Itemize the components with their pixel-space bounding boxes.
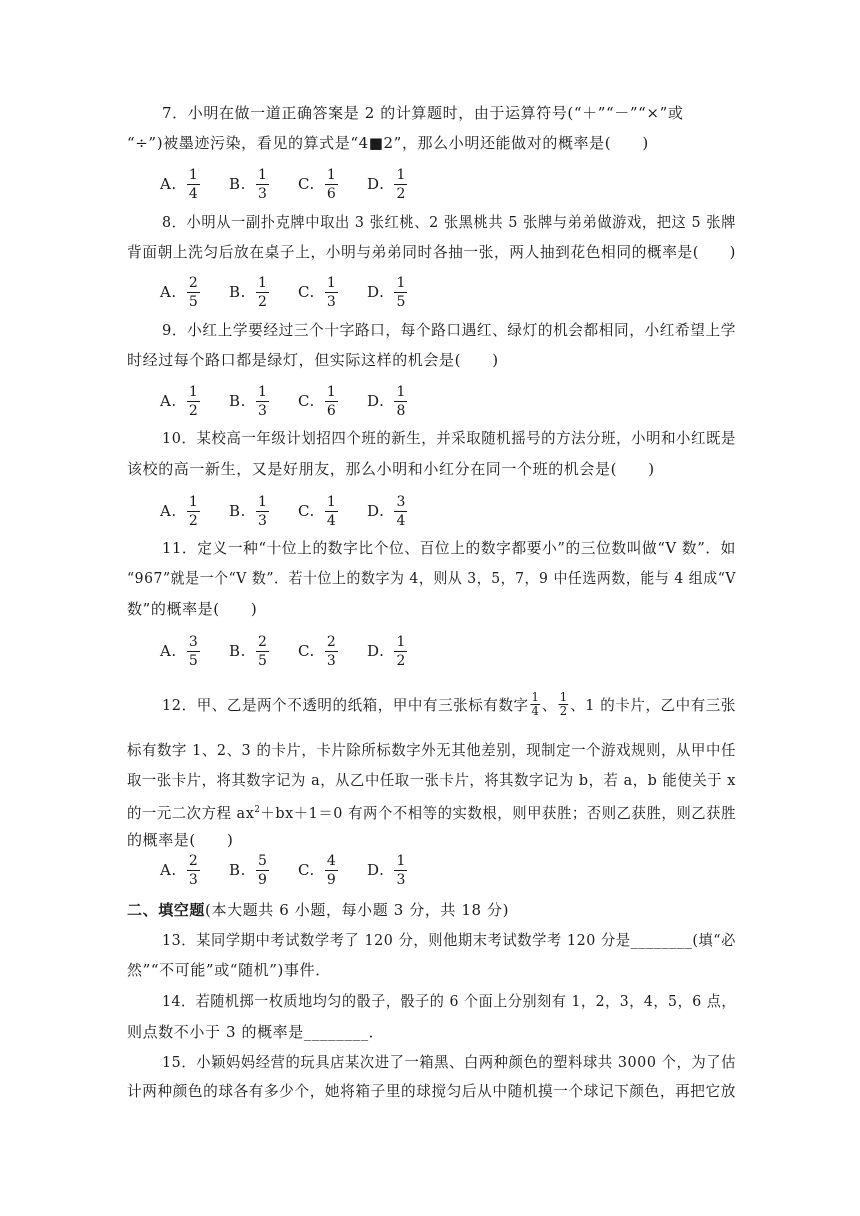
q12-line1-text-b: 、1 的卡片，乙中有三张 [570, 695, 736, 714]
q10-options [160, 491, 436, 531]
section-subtitle: (本大题共 6 小题，每小题 3 分，共 18 分) [205, 901, 510, 919]
q11-option-d: D. $\frac{1}{2}$ [367, 633, 406, 669]
q11-option-a: A. $\frac{3}{5}$ [160, 633, 198, 669]
q9-option-c: C. $\frac{1}{6}$ [298, 383, 336, 419]
q8-option-b: B. $\frac{1}{2}$ [229, 274, 267, 310]
q15-line1: 15．小颖妈妈经营的玩具店某次进了一箱黑、白两种颜色的塑料球共 3000 个，为了估 [162, 1053, 737, 1071]
q12-line1 [162, 691, 736, 718]
q10-line2: 该校的高一新生，又是好朋友，那么小明和小红分在同一个班的机会是( ) [127, 460, 655, 478]
q12-line4: 的一元二次方程 $ax^2+bx+1=0$ 有两个不相等的实数根，则甲获胜；否则乙获胜，则乙获胜 [127, 804, 736, 822]
q10-option-b: B. $\frac{1}{3}$ [229, 493, 267, 529]
q12-option-d: D. $\frac{1}{3}$ [367, 852, 406, 888]
q12-fraction-half: $\frac{1}{2}$ [559, 690, 568, 718]
q15-line2: 计两种颜色的球各有多少个，她将箱子里的球搅匀后从中随机摸一个球记下颜色，再把它放 [127, 1082, 736, 1100]
q8-option-a: A. $\frac{2}{5}$ [160, 274, 198, 310]
q8-line2: 背面朝上洗匀后放在桌子上，小明与弟弟同时各抽一张，两人抽到花色相同的概率是( ) [127, 243, 737, 261]
q12-line3: 取一张卡片，将其数字记为 a，从乙中任取一张卡片，将其数字记为 b，若 a，b 能使关于 x [127, 771, 736, 789]
q14-line2: 则点数不小于 3 的概率是________． [127, 1023, 385, 1041]
q9-line1: 9．小红上学要经过三个十字路口，每个路口遇红、绿灯的机会都相同，小红希望上学 [162, 321, 737, 339]
q12-option-a: A. $\frac{2}{3}$ [160, 852, 198, 888]
q11-options [160, 631, 436, 671]
q9-option-b: B. $\frac{1}{3}$ [229, 383, 267, 419]
q12-line5: 的概率是( ) [127, 831, 234, 849]
q12-options [160, 850, 436, 890]
q11-line2: “967”就是一个“V 数”．若十位上的数字为 4，则从 3，5，7，9 中任选两数，能与 4 组成“V [127, 569, 737, 587]
q11-option-c: C. $\frac{2}{3}$ [298, 633, 336, 669]
q11-option-b: B. $\frac{2}{5}$ [229, 633, 267, 669]
q7-option-a: A. $\frac{1}{4}$ [160, 166, 198, 202]
q7-line2: “÷”)被墨迹污染，看见的算式是“4■2”，那么小明还能做对的概率是( ) [127, 134, 649, 152]
q12-line2: 标有数字 1、2、3 的卡片，卡片除所标数字外无其他差别，现制定一个游戏规则，从甲中任 [127, 741, 737, 759]
q8-line1: 8．小明从一副扑克牌中取出 3 张红桃、2 张黑桃共 5 张牌与弟弟做游戏，把这 5 张牌 [162, 213, 736, 231]
q10-option-a: A. $\frac{1}{2}$ [160, 493, 198, 529]
q14-line1: 14．若随机掷一枚质地均匀的骰子，骰子的 6 个面上分别刻有 1，2，3，4，5，6 点， [162, 992, 737, 1010]
q9-option-d: D. $\frac{1}{8}$ [367, 383, 406, 419]
q9-line2: 时经过每个路口都是绿灯，但实际这样的机会是( ) [127, 351, 499, 369]
q11-line3: 数”的概率是( ) [127, 600, 258, 618]
q12-line1-text-a: 12．甲、乙是两个不透明的纸箱，甲中有三张标有数字 [162, 695, 529, 714]
q7-line1: 7．小明在做一道正确答案是 2 的计算题时，由于运算符号(“＋”“－”“×”或 [162, 104, 684, 122]
q7-option-b: B. $\frac{1}{3}$ [229, 166, 267, 202]
q9-option-a: A. $\frac{1}{2}$ [160, 383, 198, 419]
q13-line1: 13．某同学期中考试数学考了 120 分，则他期末考试数学考 120 分是________(填“必 [162, 931, 737, 949]
q8-option-c: C. $\frac{1}{3}$ [298, 274, 336, 310]
q10-option-d: D. $\frac{3}{4}$ [367, 493, 406, 529]
q11-line1: 11．定义一种“十位上的数字比个位、百位上的数字都要小”的三位数叫做“V 数”．如 [162, 539, 736, 557]
q9-options [160, 381, 436, 421]
q12-separator: 、 [541, 695, 557, 714]
q10-option-c: C. $\frac{1}{4}$ [298, 493, 336, 529]
section-title: 二、填空题 [127, 901, 206, 919]
q8-option-d: D. $\frac{1}{5}$ [367, 274, 406, 310]
q12-fraction-quarter: $\frac{1}{4}$ [531, 690, 539, 718]
q8-options [160, 272, 436, 312]
q7-option-d: D. $\frac{1}{2}$ [367, 166, 406, 202]
q13-line2: 然”“不可能”或“随机”)事件． [127, 961, 331, 979]
q7-option-c: C. $\frac{1}{6}$ [298, 166, 336, 202]
q12-option-b: B. $\frac{5}{9}$ [229, 852, 267, 888]
q10-line1: 10．某校高一年级计划招四个班的新生，并采取随机摇号的方法分班，小明和小红既是 [162, 429, 737, 447]
q7-options [160, 164, 436, 204]
section-heading [127, 900, 509, 920]
q12-option-c: C. $\frac{4}{9}$ [298, 852, 336, 888]
